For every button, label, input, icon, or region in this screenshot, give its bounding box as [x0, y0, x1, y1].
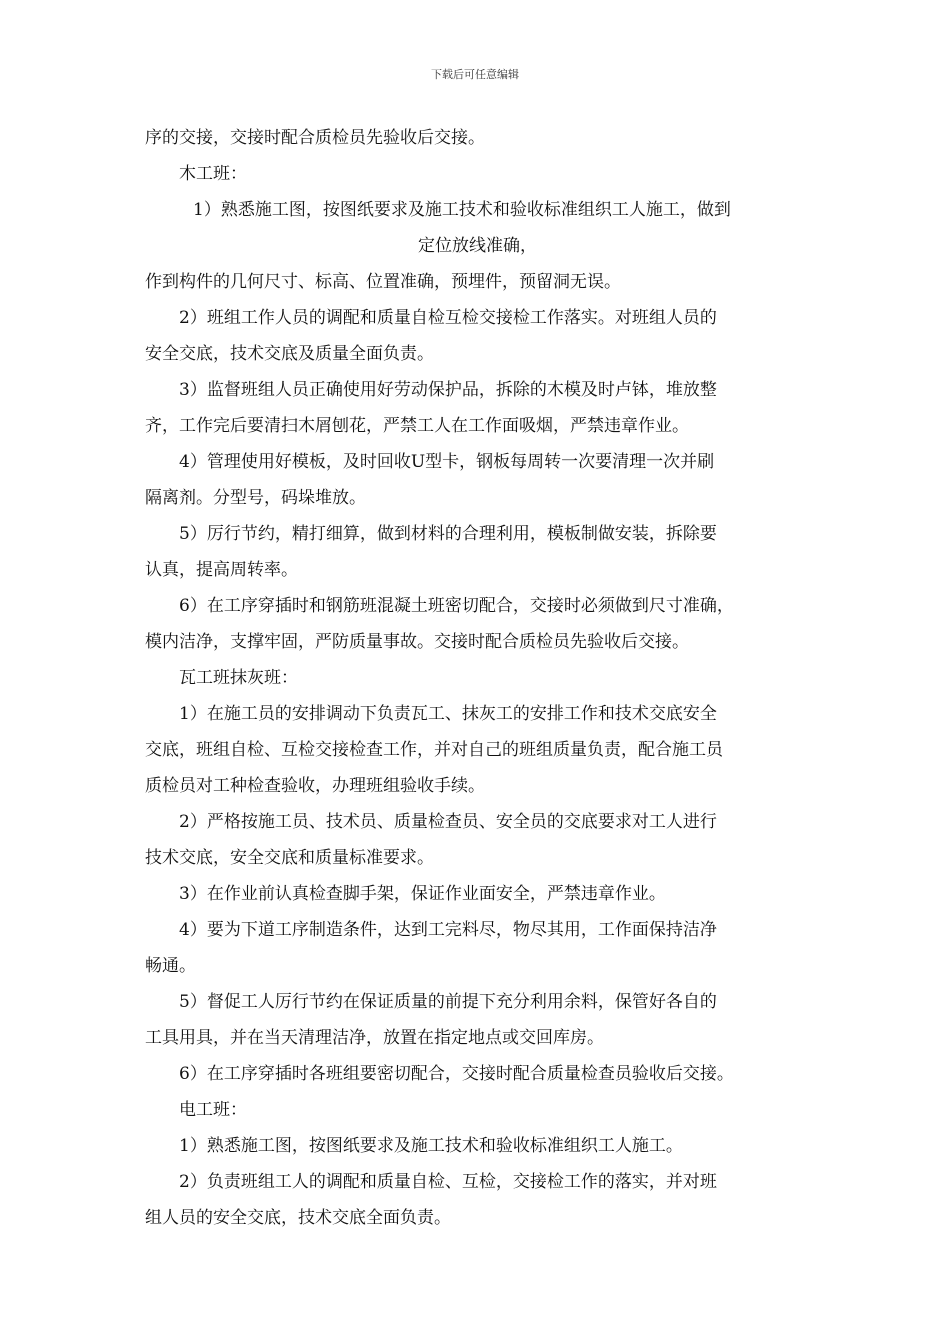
text-line: 4）要为下道工序制造条件，达到工完料尽，物尽其用，工作面保持洁净: [179, 920, 717, 940]
text-line: 畅通。: [145, 956, 196, 976]
text-line: 工具用具，并在当天清理洁净，放置在指定地点或交回库房。: [145, 1028, 604, 1048]
text-line: 6）在工序穿插时和钢筋班混凝土班密切配合，交接时必须做到尺寸准确，: [179, 596, 734, 616]
text-line: 齐，工作完后要清扫木屑刨花，严禁工人在工作面吸烟，严禁违章作业。: [145, 416, 689, 436]
text-line: 3）在作业前认真检查脚手架，保证作业面安全，严禁违章作业。: [179, 884, 666, 904]
text-line: 5）厉行节约，精打细算，做到材料的合理利用，模板制做安装，拆除要: [179, 524, 717, 544]
text-line: 定位放线准确，: [418, 236, 537, 256]
text-line: 技术交底，安全交底和质量标准要求。: [145, 848, 434, 868]
text-line: 2）严格按施工员、技术员、质量检查员、安全员的交底要求对工人进行: [179, 812, 717, 832]
text-line: 作到构件的几何尺寸、标高、位置准确，预埋件，预留洞无误。: [145, 272, 621, 292]
text-line: 序的交接，交接时配合质检员先验收后交接。: [145, 128, 485, 148]
text-line: 3）监督班组人员正确使用好劳动保护品，拆除的木模及时卢钵，堆放整: [179, 380, 717, 400]
text-line: 2）班组工作人员的调配和质量自检互检交接检工作落实。对班组人员的: [179, 308, 717, 328]
text-line: 安全交底，技术交底及质量全面负责。: [145, 344, 434, 364]
text-line: 1）在施工员的安排调动下负责瓦工、抹灰工的安排工作和技术交底安全: [179, 704, 717, 724]
section-heading-carpentry: 木工班：: [179, 164, 247, 184]
text-line: 1）熟悉施工图，按图纸要求及施工技术和验收标准组织工人施工。: [179, 1136, 683, 1156]
text-line: 隔离剂。分型号，码垛堆放。: [145, 488, 366, 508]
text-line: 2）负责班组工人的调配和质量自检、互检，交接检工作的落实，并对班: [179, 1172, 717, 1192]
text-line: 组人员的安全交底，技术交底全面负责。: [145, 1208, 451, 1228]
text-line: 1）熟悉施工图，按图纸要求及施工技术和验收标准组织工人施工，做到: [193, 200, 731, 220]
section-heading-masonry-plastering: 瓦工班抹灰班：: [179, 668, 298, 688]
text-line: 质检员对工种检查验收，办理班组验收手续。: [145, 776, 485, 796]
text-line: 认真，提高周转率。: [145, 560, 298, 580]
document-body: [145, 120, 810, 1236]
page-header: 下载后可任意编辑: [431, 68, 519, 81]
text-line: 4）管理使用好模板，及时回收U型卡，钢板每周转一次要清理一次并刷: [179, 452, 715, 472]
text-line: 5）督促工人厉行节约在保证质量的前提下充分利用余料，保管好各自的: [179, 992, 717, 1012]
text-line: 模内洁净，支撑牢固，严防质量事故。交接时配合质检员先验收后交接。: [145, 632, 689, 652]
section-heading-electrical: 电工班：: [179, 1100, 247, 1120]
text-line: 6）在工序穿插时各班组要密切配合，交接时配合质量检查员验收后交接。: [179, 1064, 734, 1084]
text-line: 交底，班组自检、互检交接检查工作，并对自己的班组质量负责，配合施工员: [145, 740, 723, 760]
